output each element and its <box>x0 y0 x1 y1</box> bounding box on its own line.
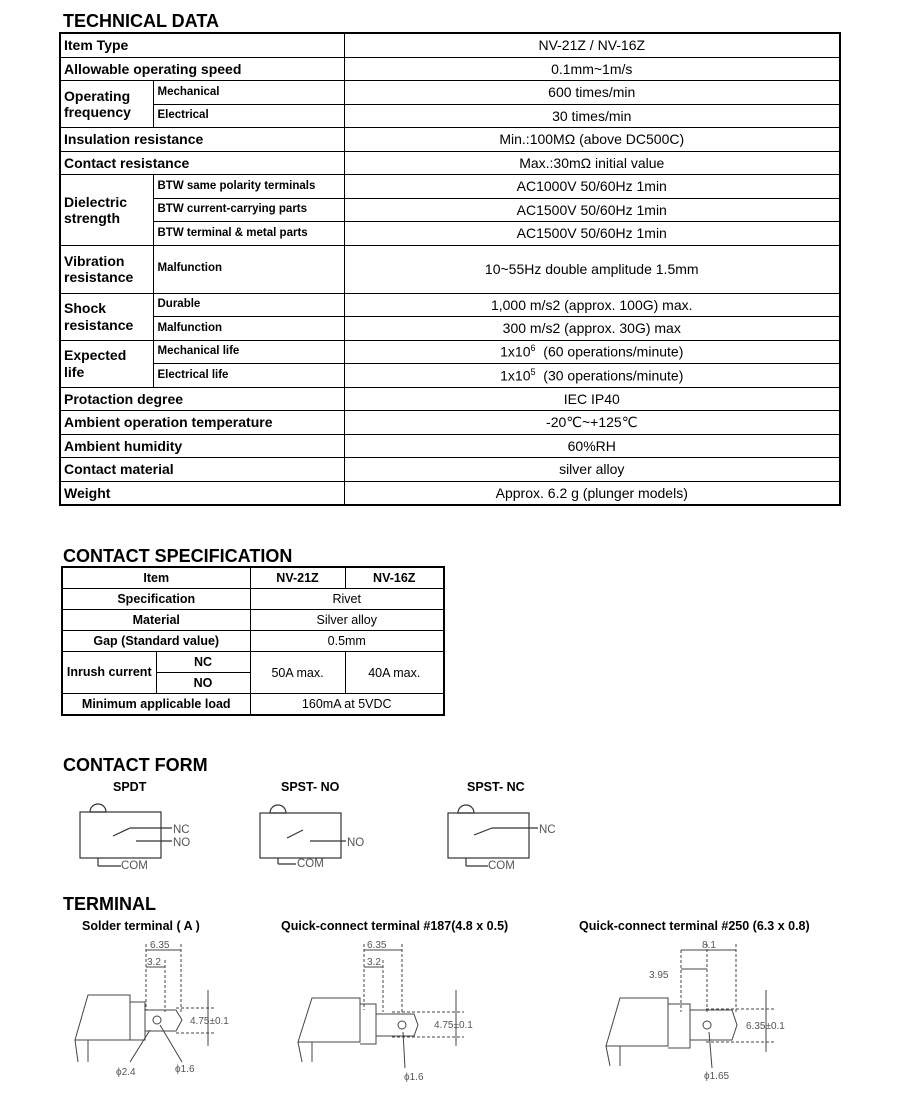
row-sublabel: Mechanical life <box>153 340 344 364</box>
row-label: Insulation resistance <box>60 128 344 152</box>
solder-dim-phi-hole: ϕ1.6 <box>175 1064 195 1075</box>
row-sublabel: Electrical life <box>153 364 344 388</box>
life-base: 1x10 <box>500 367 531 384</box>
row-value: 300 m/s2 (approx. 30G) max <box>344 317 840 341</box>
spst-nc-diagram <box>448 805 538 866</box>
row-label: Vibration resistance <box>60 245 153 293</box>
spst-nc-com-label: COM <box>488 860 515 872</box>
row-label: Protaction degree <box>60 387 344 411</box>
life-note: (30 operations/minute) <box>543 367 684 384</box>
row-value: -20℃~+125℃ <box>344 411 840 435</box>
spdt-com-label: COM <box>121 860 148 872</box>
row-value: AC1500V 50/60Hz 1min <box>344 198 840 222</box>
row-label: Shock resistance <box>60 293 153 340</box>
row-value: 0.1mm~1m/s <box>344 57 840 81</box>
qc250-dim-phi-hole: ϕ1.65 <box>704 1071 730 1082</box>
row-label: Contact material <box>60 458 344 482</box>
solder-terminal-drawing <box>75 944 215 1062</box>
row-sublabel: Durable <box>153 293 344 317</box>
row-label: Minimum applicable load <box>62 694 250 716</box>
life-base: 1x10 <box>500 344 531 361</box>
spdt-title: SPDT <box>113 780 147 794</box>
row-label: Inrush current <box>62 652 156 694</box>
row-sublabel: Electrical <box>153 104 344 128</box>
life-exponent: 5 <box>530 366 536 377</box>
row-label: Weight <box>60 481 344 505</box>
row-value: 160mA at 5VDC <box>250 694 444 716</box>
column-header: NV-21Z <box>250 567 345 589</box>
row-sublabel: NO <box>156 673 250 694</box>
life-note: (60 operations/minute) <box>543 344 684 361</box>
spst-nc-nc-label: NC <box>539 824 556 836</box>
quick-connect-250-drawing <box>606 944 774 1068</box>
row-value: 60%RH <box>344 434 840 458</box>
column-header: Item <box>62 567 250 589</box>
terminal-heading: TERMINAL <box>63 894 156 914</box>
row-value: Min.:100MΩ (above DC500C) <box>344 128 840 152</box>
row-label: Gap (Standard value) <box>62 631 250 652</box>
life-exponent: 6 <box>530 343 536 354</box>
contact-spec-heading: CONTACT SPECIFICATION <box>63 546 293 566</box>
qc187-dim-phi-hole: ϕ1.6 <box>404 1072 424 1083</box>
row-sublabel: BTW current-carrying parts <box>153 198 344 222</box>
row-value: AC1000V 50/60Hz 1min <box>344 175 840 199</box>
qc250-dim-height: 6.35±0.1 <box>746 1021 785 1032</box>
qc187-dim-hole: 3.2 <box>367 957 381 968</box>
solder-dim-height: 4.75±0.1 <box>190 1016 229 1027</box>
row-value: 40A max. <box>345 652 444 694</box>
row-value: IEC IP40 <box>344 387 840 411</box>
row-label: Contact resistance <box>60 151 344 175</box>
row-label: Material <box>62 610 250 631</box>
spst-nc-title: SPST- NC <box>467 780 525 794</box>
qc187-title: Quick-connect terminal #187(4.8 x 0.5) <box>281 919 509 933</box>
row-value: NV-21Z / NV-16Z <box>344 33 840 57</box>
row-value: AC1500V 50/60Hz 1min <box>344 222 840 246</box>
row-label: Operating frequency <box>60 81 153 128</box>
row-value: Max.:30mΩ initial value <box>344 151 840 175</box>
row-value: 0.5mm <box>250 631 444 652</box>
row-value: 30 times/min <box>344 104 840 128</box>
technical-data-heading: TECHNICAL DATA <box>63 11 219 31</box>
row-value: Rivet <box>250 589 444 610</box>
solder-dim-phi-outer: ϕ2.4 <box>116 1067 136 1078</box>
contact-form-heading: CONTACT FORM <box>63 755 208 775</box>
solder-dim-hole: 3.2 <box>147 957 161 968</box>
row-sublabel: BTW terminal & metal parts <box>153 222 344 246</box>
column-header: NV-16Z <box>345 567 444 589</box>
row-label: Expected life <box>60 340 153 387</box>
row-sublabel: Malfunction <box>153 245 344 293</box>
row-sublabel: BTW same polarity terminals <box>153 175 344 199</box>
qc187-dim-height: 4.75±0.1 <box>434 1020 473 1031</box>
row-label: Dielectric strength <box>60 175 153 246</box>
spst-no-title: SPST- NO <box>281 780 340 794</box>
qc250-dim-width: 8.1 <box>702 940 716 951</box>
qc250-title: Quick-connect terminal #250 (6.3 x 0.8) <box>579 919 810 933</box>
spst-no-com-label: COM <box>297 858 324 870</box>
row-sublabel: Mechanical <box>153 81 344 105</box>
row-value: Silver alloy <box>250 610 444 631</box>
row-sublabel: Malfunction <box>153 317 344 341</box>
row-label: Ambient operation temperature <box>60 411 344 435</box>
spst-no-no-label: NO <box>347 837 365 849</box>
row-label: Allowable operating speed <box>60 57 344 81</box>
row-value: 1,000 m/s2 (approx. 100G) max. <box>344 293 840 317</box>
qc250-dim-hole: 3.95 <box>649 970 669 981</box>
solder-dim-width: 6.35 <box>150 940 170 951</box>
row-value: silver alloy <box>344 458 840 482</box>
row-value: 50A max. <box>250 652 345 694</box>
row-label: Specification <box>62 589 250 610</box>
row-sublabel: NC <box>156 652 250 673</box>
row-value: 10~55Hz double amplitude 1.5mm <box>344 245 840 293</box>
spdt-no-label: NO <box>173 837 191 849</box>
row-value: 600 times/min <box>344 81 840 105</box>
solder-terminal-title: Solder terminal ( A ) <box>82 919 200 933</box>
qc187-dim-width: 6.35 <box>367 940 387 951</box>
row-label: Item Type <box>60 33 344 57</box>
row-value: Approx. 6.2 g (plunger models) <box>344 481 840 505</box>
spdt-diagram <box>80 804 172 866</box>
row-label: Ambient humidity <box>60 434 344 458</box>
spdt-nc-label: NC <box>173 824 190 836</box>
quick-connect-187-drawing <box>298 944 464 1068</box>
spst-no-diagram <box>260 805 346 864</box>
